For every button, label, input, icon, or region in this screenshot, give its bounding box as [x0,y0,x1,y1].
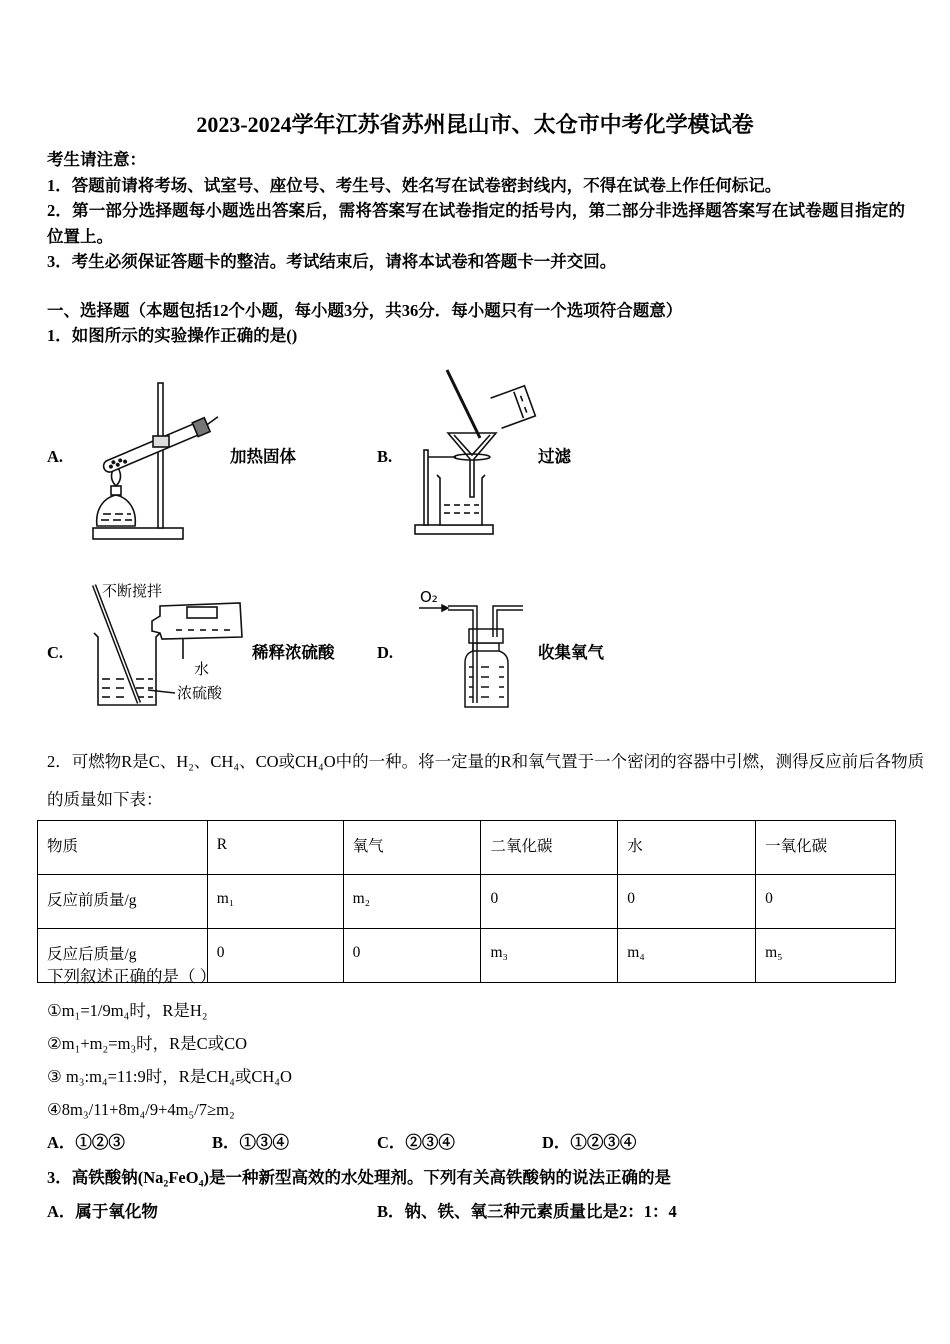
alcohol-lamp [97,495,136,526]
table-header-cell: 水 [618,821,756,875]
stir-label: 不断搅拌 [102,582,163,600]
table-header-cell: 物质 [38,821,208,875]
table-cell: m₃ [481,929,618,983]
table-cell: 0 [756,875,896,929]
table-cell: 反应后质量/g [38,929,208,983]
container-label [187,607,217,618]
q2-stem-line1: 2．可燃物R是C、H₂、CH₄、CO或CH₄O中的一种。将一定量的R和氧气置于一个密闭的容器中引燃，测得反应前后各物质 [47,752,925,771]
q1-option-a-letter: A. [47,447,64,466]
notice-heading: 考生请注意： [47,150,146,169]
stopper [469,629,503,643]
q2-statement-4: ④8m₃/11+8m₄/9+4m₅/7≥m₂ [47,1100,235,1119]
mass-table [37,820,896,983]
lamp-neck [111,486,121,495]
q3-option-a: A．属于氧化物 [47,1202,158,1221]
acid-label: 浓硫酸 [177,684,223,702]
q2-statement-1: ①m₁=1/9m₄时，R是H₂ [47,1001,208,1020]
delivery-tube [206,417,219,425]
beaker [437,475,485,525]
q1-stem: 1．如图所示的实验操作正确的是() [47,326,298,345]
q2-statement-3: ③ m₃:m₄=11:9时，R是CH₄或CH₄O [47,1067,292,1086]
table-cell: 0 [481,875,618,929]
filtration-figure [410,365,540,540]
iron-stand-rod [158,383,163,528]
q2-stem-line2: 的质量如下表： [47,790,163,809]
pouring-beaker [491,386,536,428]
table-header-cell: R [207,821,343,875]
q2-statement-2: ②m₁+m₂=m₃时，R是C或CO [47,1034,248,1053]
gas-bottle [465,651,508,707]
table-header-cell: 氧气 [343,821,481,875]
q1-option-b-letter: B. [377,447,393,466]
table-cell: m₁ [207,875,343,929]
q1-option-d-letter: D. [377,643,394,662]
q2-option-b: B．①③④ [212,1133,290,1152]
water-label: 水 [194,660,210,678]
table-row [38,875,896,929]
heating-solid-figure [85,378,230,543]
q1-option-a-label: 加热固体 [230,447,296,466]
table-header-cell: 一氧化碳 [756,821,896,875]
notice-item-2: 2．第一部分选择题每小题选出答案后，需将答案写在试卷指定的括号内，第二部分非选择题答案写在试卷题目指定的位置上。 [47,201,905,246]
table-cell: 0 [207,929,343,983]
notice-item-3: 3．考生必须保证答题卡的整洁。考试结束后，请将本试卷和答题卡一并交回。 [47,252,617,271]
table-cell: 0 [618,875,756,929]
q2-option-a: A．①②③ [47,1133,125,1152]
q1-option-b-label: 过滤 [538,447,571,466]
inlet-tube [448,606,477,703]
table-header-row [38,821,896,875]
exam-notice [47,147,905,275]
q2-prompt: 下列叙述正确的是（ ） [47,967,217,986]
table-cell: 反应前质量/g [38,875,208,929]
q1-option-c-letter: C. [47,643,64,662]
iron-stand-rod [424,450,428,525]
notice-item-1: 1．答题前请将考场、试室号、座位号、考生号、姓名写在试卷密封线内，不得在试卷上作任何标记。 [47,175,782,195]
table-cell: m₄ [618,929,756,983]
q1-option-c-label: 稀释浓硫酸 [252,643,335,662]
outlet-tube [493,606,523,637]
section-heading: 一、选择题（本题包括12个小题，每小题3分，共36分．每小题只有一个选项符合题意） [47,301,683,320]
glass-rod [447,370,480,438]
dilute-acid-figure [82,575,252,715]
page-title: 2023-2024学年江苏省苏州昆山市、太仓市中考化学模试卷 [196,112,754,137]
table-cell: m₅ [756,929,896,983]
table-cell: m₂ [343,875,481,929]
iron-stand-base [415,525,493,534]
table-cell: 0 [343,929,481,983]
clamp [153,436,169,447]
table-header-cell: 二氧化碳 [481,821,618,875]
q1-option-d-label: 收集氧气 [538,643,604,662]
iron-stand-base [93,528,183,539]
q3-option-b: B．钠、铁、氧三种元素质量比是2：1：4 [377,1202,677,1221]
gas-label: O₂ [420,588,438,606]
collect-oxygen-figure [415,585,530,715]
q2-option-d: D．①②③④ [542,1133,637,1152]
q2-option-c: C．②③④ [377,1133,455,1152]
q3-stem: 3．高铁酸钠(Na₂FeO₄)是一种新型高效的水处理剂。下列有关高铁酸钠的说法正确的是 [47,1168,672,1187]
